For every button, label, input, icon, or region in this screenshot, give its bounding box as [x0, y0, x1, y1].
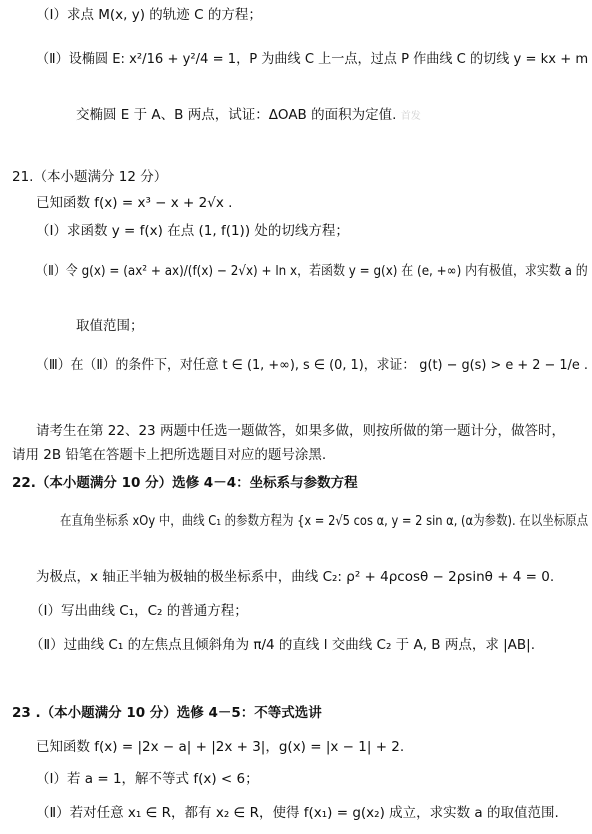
q20-part1-text: （Ⅰ）求点 M(x, y) 的轨迹 C 的方程；	[36, 7, 262, 23]
q21-given	[36, 194, 232, 212]
q22-header	[12, 474, 358, 492]
q23-part2	[36, 804, 559, 822]
q23-header	[12, 704, 322, 722]
q21-part3	[36, 356, 588, 374]
q20-part1	[36, 6, 262, 24]
q21-part3-text: （Ⅲ）在（Ⅱ）的条件下，对任意 t ∈ (1, +∞), s ∈ (0, 1)，求证： g(t) − g(s) > e + 2 − 1/e .	[36, 357, 588, 373]
watermark: 首发	[400, 111, 421, 122]
q21-part2-cont-text: 取值范围；	[76, 318, 144, 334]
q22-part2	[30, 636, 535, 654]
q21-part2-continued	[76, 317, 144, 335]
note-line1	[36, 422, 565, 440]
q22-text1	[60, 512, 588, 530]
q23-part1-text: （Ⅰ）若 a = 1，解不等式 f(x) < 6；	[36, 771, 259, 787]
q21-given-text: 已知函数 f(x) = x³ − x + 2√x .	[36, 195, 233, 211]
q21-header	[12, 168, 167, 186]
q20-part2-text: （Ⅱ）设椭圆 E: x²/16 + y²/4 = 1，P 为曲线 C 上一点，过点 P 作曲线 C 的切线 y = kx + m	[36, 51, 589, 67]
q23-part1	[36, 770, 259, 788]
q21-part1-text: （Ⅰ）求函数 y = f(x) 在点 (1, f(1)) 处的切线方程；	[36, 223, 349, 239]
q20-part2	[36, 50, 588, 68]
q21-part1	[36, 222, 349, 240]
q20-part2-continued	[76, 106, 421, 126]
q23-header-text: 23 .（本小题满分 10 分）选修 4－5：不等式选讲	[12, 705, 322, 721]
q22-header-text: 22.（本小题满分 10 分）选修 4－4：坐标系与参数方程	[12, 475, 358, 491]
q23-part2-text: （Ⅱ）若对任意 x₁ ∈ R，都有 x₂ ∈ R，使得 f(x₁) = g(x₂) 成立，求实数 a 的取值范围.	[36, 805, 559, 821]
q21-header-text: 21.（本小题满分 12 分）	[12, 169, 168, 185]
note-line1-text: 请考生在第 22、23 两题中任选一题做答，如果多做，则按所做的第一题计分，做答时，	[36, 423, 565, 439]
q20-part2-cont-text: 交椭圆 E 于 A、B 两点，试证：ΔOAB 的面积为定值.	[76, 107, 397, 123]
note-line2-text: 请用 2B 铅笔在答题卡上把所选题目对应的题号涂黑.	[12, 447, 327, 463]
q22-part1-text: （Ⅰ）写出曲线 C₁，C₂ 的普通方程；	[30, 603, 248, 619]
note-line2	[12, 446, 326, 464]
q23-given	[36, 738, 404, 756]
q21-part2	[36, 262, 588, 280]
q22-text2	[36, 568, 554, 586]
q22-part2-text: （Ⅱ）过曲线 C₁ 的左焦点且倾斜角为 π/4 的直线 l 交曲线 C₂ 于 A, B 两点，求 |AB|.	[30, 637, 536, 653]
q23-given-text: 已知函数 f(x) = |2x − a| + |2x + 3|，g(x) = |x − 1| + 2.	[36, 739, 405, 755]
q22-text2-text: 为极点，x 轴正半轴为极轴的极坐标系中，曲线 C₂: ρ² + 4ρcosθ − 2ρsinθ + 4 = 0.	[36, 569, 555, 585]
q22-text1-text: 在直角坐标系 xOy 中，曲线 C₁ 的参数方程为 {x = 2√5 cos α, y = 2 sin α, (α为参数). 在以坐标原点	[60, 513, 589, 529]
q21-part2-text: （Ⅱ）令 g(x) = (ax² + ax)/(f(x) − 2√x) + ln x，若函数 y = g(x) 在 (e, +∞) 内有极值，求实数 a 的	[36, 263, 588, 279]
q22-part1	[30, 602, 248, 620]
